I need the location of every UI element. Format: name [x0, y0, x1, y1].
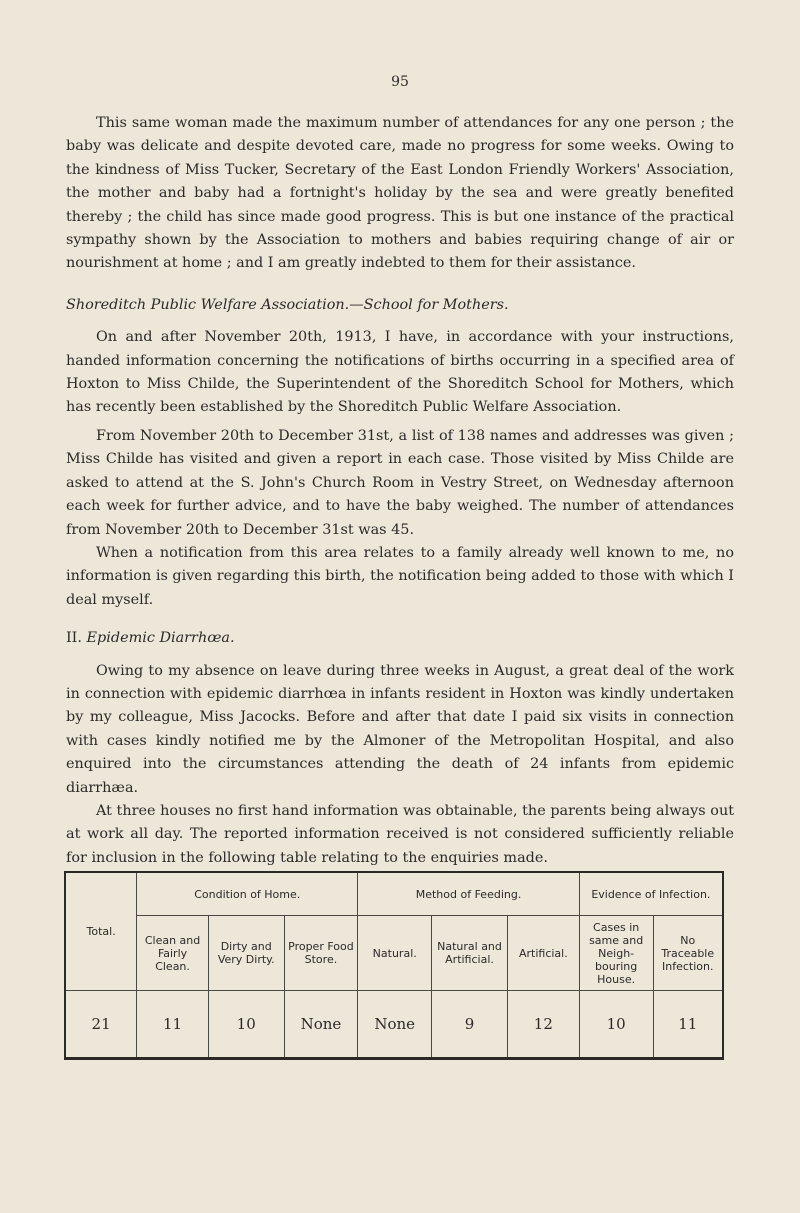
paragraph-known-families: When a notification from this area relates to a family already well known to me, no information is given regarding this birth, the notification being added to those with which I deal myself.: [66, 544, 734, 608]
body-text: [66, 112, 734, 870]
paragraph-holiday: This same woman made the maximum number of attendances for any one person ; the baby was delicate and despite devoted care, made no progress for some weeks. Owing to the kindness of Miss Tucker, Secretary of the East London Friendly Workers' Association, the mother and baby had a fortnight's holiday by the sea and were greatly benefited thereby ; the child has since made good progress. This is but one instance of the practical sympathy shown by the Association to mothers and babies requiring change of air or nourishment at home ; and I am greatly indebted to them for their assistance.: [66, 115, 734, 272]
section-heading-shoreditch: Shoreditch Public Welfare Association.—School for Mothers.: [66, 296, 509, 313]
header-clean: Clean and Fairly Clean.: [137, 916, 209, 991]
table-subheader-row: [65, 916, 723, 991]
cell-cases-neighbouring: 10: [579, 991, 653, 1059]
header-method-of-feeding: Method of Feeding.: [358, 872, 579, 916]
header-natural-and-artificial: Natural and Artificial.: [432, 916, 508, 991]
paragraph-no-information: At three houses no first hand information was obtainable, the parents being always out at work all day. The reported information received is not considered sufficiently reliable for inclusion in the following table relating to the enquiries made.: [66, 802, 734, 866]
enquiries-table: [64, 871, 724, 1060]
header-condition-of-home: Condition of Home.: [137, 872, 358, 916]
header-evidence-of-infection: Evidence of Infection.: [579, 872, 723, 916]
paragraph-epidemic: Owing to my absence on leave during three weeks in August, a great deal of the work in connection with epidemic diarrhœa in infants resident in Hoxton was kindly undertaken by my colleague, Miss Jacocks. Before and after that date I paid six visits in connection with cases kindly notified me by the Almoner of the Metropolitan Hospital, and also enquired into the circumstances attending the death of 24 infants from epidemic diarrhæa.: [66, 662, 734, 796]
header-total: Total.: [65, 872, 137, 991]
header-proper-food-store: Proper Food Store.: [284, 916, 358, 991]
header-no-traceable-infection: No Traceable Infection.: [653, 916, 723, 991]
header-natural: Natural.: [358, 916, 432, 991]
cell-dirty: 10: [208, 991, 284, 1059]
header-dirty: Dirty and Very Dirty.: [208, 916, 284, 991]
cell-clean: 11: [137, 991, 209, 1059]
section-number: II.: [66, 630, 82, 647]
cell-no-traceable-infection: 11: [653, 991, 723, 1059]
cell-artificial: 12: [507, 991, 579, 1059]
paragraph-attendances: From November 20th to December 31st, a list of 138 names and addresses was given ; Miss Childe has visited and given a report in each case. Those visited by Miss Childe are asked to attend at the S. John's Church Room in Vestry Street, on Wednesday afternoon each week for further advice, and to have the baby weighed. The number of attendances from November 20th to December 31st was 45.: [66, 427, 734, 538]
cell-total: 21: [65, 991, 137, 1059]
header-artificial: Artificial.: [507, 916, 579, 991]
cell-proper-food-store: None: [284, 991, 358, 1059]
header-cases-neighbouring: Cases in same and Neigh- bouring House.: [579, 916, 653, 991]
table-header-row: [65, 872, 723, 916]
paragraph-notifications: On and after November 20th, 1913, I have, in accordance with your instructions, handed information concerning the notifications of births occurring in a specified area of Hoxton to Miss Childe, the Superintendent of the Shoreditch School for Mothers, which has recently been established by the Shoreditch Public Welfare Association.: [66, 329, 734, 416]
section-title: Epidemic Diarrhœa.: [86, 630, 235, 647]
cell-natural-and-artificial: 9: [432, 991, 508, 1059]
cell-natural: None: [358, 991, 432, 1059]
page-number: 95: [391, 74, 409, 90]
section-heading-diarrhoea: [66, 627, 734, 650]
table-row: [65, 991, 723, 1059]
